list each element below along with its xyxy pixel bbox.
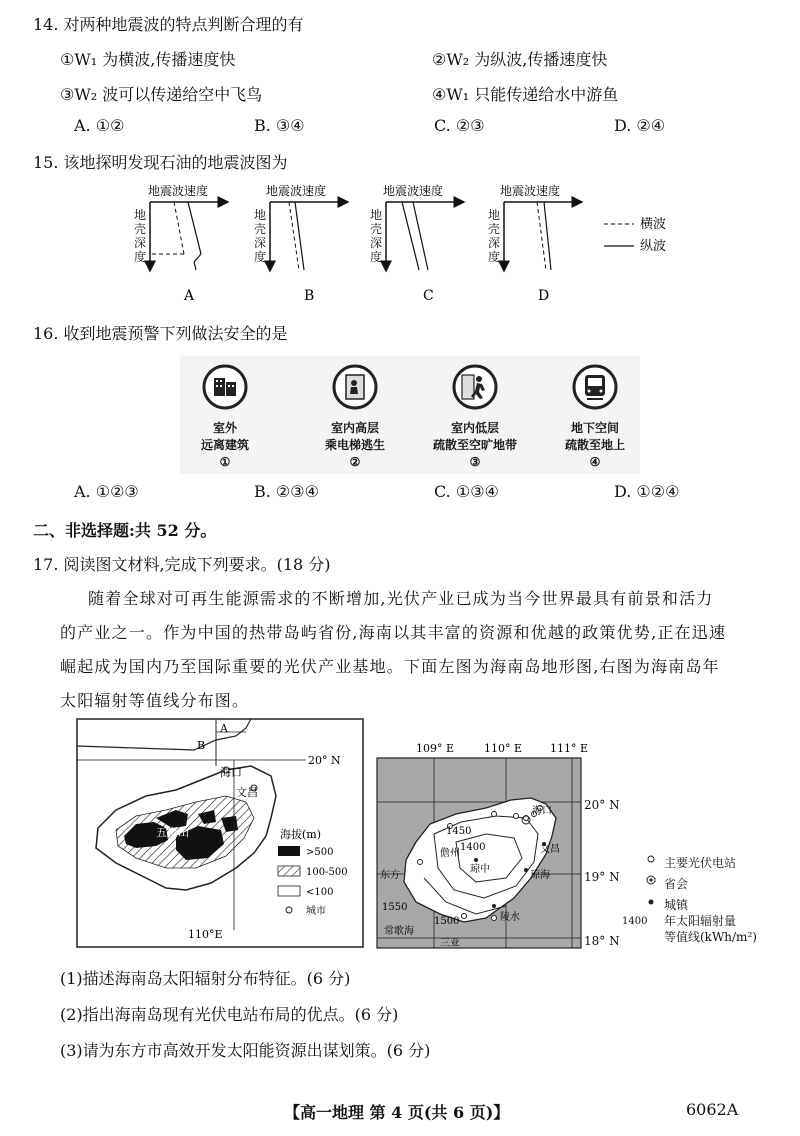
q16-option-a: A. ①②③ [74,482,139,501]
right-map-isoline-1450: 1450 [446,826,472,837]
right-map-legend-isoline-2: 等值线(kWh/m²) [664,930,757,944]
building-icon [202,364,248,410]
right-map-place-changgehai: 常歌海 [384,926,414,937]
q15-wave-diagrams [128,178,688,308]
right-map-place-qiongzhong: 琼中 [470,864,490,875]
q17-para-line-2: 的产业之一。作为中国的热带岛屿省份,海南以其丰富的资源和优越的政策优势,正在迅速 [60,623,727,642]
right-map-place-danzhou: 儋州 [440,848,460,859]
right-map-lat-20: 20° N [584,798,620,812]
panel-label-a: A [184,288,195,304]
safety-item-4: 地下空间 疏散至地上 ④ [564,421,625,469]
footer-page-info: 【高一地理 第 4 页(共 6 页)】 [284,1103,510,1122]
right-map-place-lingshui: 陵水 [500,912,520,923]
panel-a-axis-y: 地 壳 深 度 [134,208,147,264]
panel-c-axis-y: 地 壳 深 度 [370,208,383,264]
panel-d [500,183,582,304]
right-map-lat-18: 18° N [584,934,620,948]
q14-statement-3: ③W₂ 波可以传递给空中飞鸟 [60,85,263,104]
elevator-icon [332,364,378,410]
right-map-place-sanya: 三亚 [440,938,460,949]
running-person-icon [452,364,498,410]
q17-sub-1: (1)描述海南岛太阳辐射分布特征。(6 分) [60,969,351,988]
panel-b-axis-y: 地 壳 深 度 [254,208,267,264]
right-map-legend-town: 城镇 [664,898,689,912]
q14-option-c: C. ②③ [434,116,485,135]
left-map-lon: 110°E [188,928,223,941]
q17-sub-2: (2)指出海南岛现有光伏电站布局的优点。(6 分) [60,1005,399,1024]
panel-label-d: D [538,288,550,304]
right-map-legend-station: 主要光伏电站 [664,856,737,870]
q15-stem: 15. 该地探明发现石油的地震波图为 [33,153,288,172]
safety-item-1: 室外 远离建筑 ① [200,421,249,469]
right-map-lon-109: 109° E [416,742,455,755]
subway-icon [572,364,618,410]
panel-c-axis-x: 地震波速度 [383,184,444,198]
panel-label-b: B [304,288,315,304]
q16-stem: 16. 收到地震预警下列做法安全的是 [33,324,288,343]
right-map-lat-19: 19° N [584,870,620,884]
q17-para-line-3: 崛起成为国内乃至国际重要的光伏产业基地。下面左图为海南岛地形图,右图为海南岛年 [60,657,720,676]
left-map-label-b: B [197,739,206,752]
legend-solid-label: 纵波 [640,239,667,254]
q16-option-d: D. ①②④ [614,482,680,501]
q14-stem: 14. 对两种地震波的特点判断合理的有 [33,15,304,34]
panel-a-axis-x: 地震波速度 [148,184,209,198]
q17-stem: 17. 阅读图文材料,完成下列要求。(18 分) [33,555,331,574]
right-map-place-dongfang: 东方 [380,870,400,881]
left-map-legend-high: >500 [306,847,334,858]
left-map-legend-mid: 100-500 [306,867,348,878]
right-map-isoline-1400: 1400 [460,842,486,853]
hainan-terrain-map [76,718,366,950]
q14-statement-4: ④W₁ 只能传递给水中游鱼 [432,85,619,104]
right-map-place-wenchang: 文昌 [540,844,560,855]
q16-option-c: C. ①③④ [434,482,499,501]
q17-sub-3: (3)请为东方市高效开发太阳能资源出谋划策。(6 分) [60,1041,431,1060]
right-map-legend-sample: 1400 [622,916,648,927]
left-map-legend-low: <100 [306,887,334,898]
safety-item-3: 室内低层 疏散至空旷地带 ③ [432,421,517,469]
footer-code: 6062A [686,1100,739,1119]
panel-label-c: C [423,288,434,304]
q17-para-line-1: 随着全球对可再生能源需求的不断增加,光伏产业已成为当今世界最具有前景和活力 [88,589,714,608]
panel-b-axis-x: 地震波速度 [266,184,327,198]
section-2-heading: 二、非选择题:共 52 分。 [33,521,217,540]
q14-statement-2: ②W₂ 为纵波,传播速度快 [432,50,608,69]
right-map-place-haikou: 海口 [532,806,552,817]
right-map-legend-capital: 省会 [664,877,689,891]
left-map-lat: 20° N [308,754,341,767]
right-map-isoline-1500: 1500 [434,916,460,927]
right-map-isoline-1550: 1550 [382,902,408,913]
legend-dashed-label: 横波 [640,217,667,232]
q14-option-d: D. ②④ [614,116,666,135]
q14-statement-1: ①W₁ 为横波,传播速度快 [60,50,236,69]
right-map-place-qionghai: 琼海 [530,870,550,881]
q14-option-a: A. ①② [74,116,125,135]
safety-item-2: 室内高层 乘电梯逃生 ② [324,421,385,469]
left-map-city-wenchang: 文昌 [236,786,258,799]
left-map-legend-city: 城市 [306,906,326,917]
panel-d-axis-y: 地 壳 深 度 [488,208,501,264]
panel-d-axis-x: 地震波速度 [500,184,561,198]
panel-b [266,183,348,304]
panel-c [383,183,464,304]
q17-para-line-4: 太阳辐射等值线分布图。 [60,691,250,710]
hainan-solar-map [376,738,589,950]
right-map-legend-symbols [640,852,662,922]
panel-a [148,183,228,304]
right-map-lon-111: 111° E [550,742,589,755]
q16-option-b: B. ②③④ [254,482,319,501]
left-map-city-haikou: 海口 [220,766,242,779]
right-map-legend-isoline-1: 年太阳辐射量 [664,914,737,928]
right-map-lon-110: 110° E [484,742,523,755]
left-map-mountain: 五指山 [156,826,189,839]
q14-option-b: B. ③④ [254,116,305,135]
left-map-legend-title: 海拔(m) [280,828,322,841]
left-map-label-a: A [220,722,228,735]
